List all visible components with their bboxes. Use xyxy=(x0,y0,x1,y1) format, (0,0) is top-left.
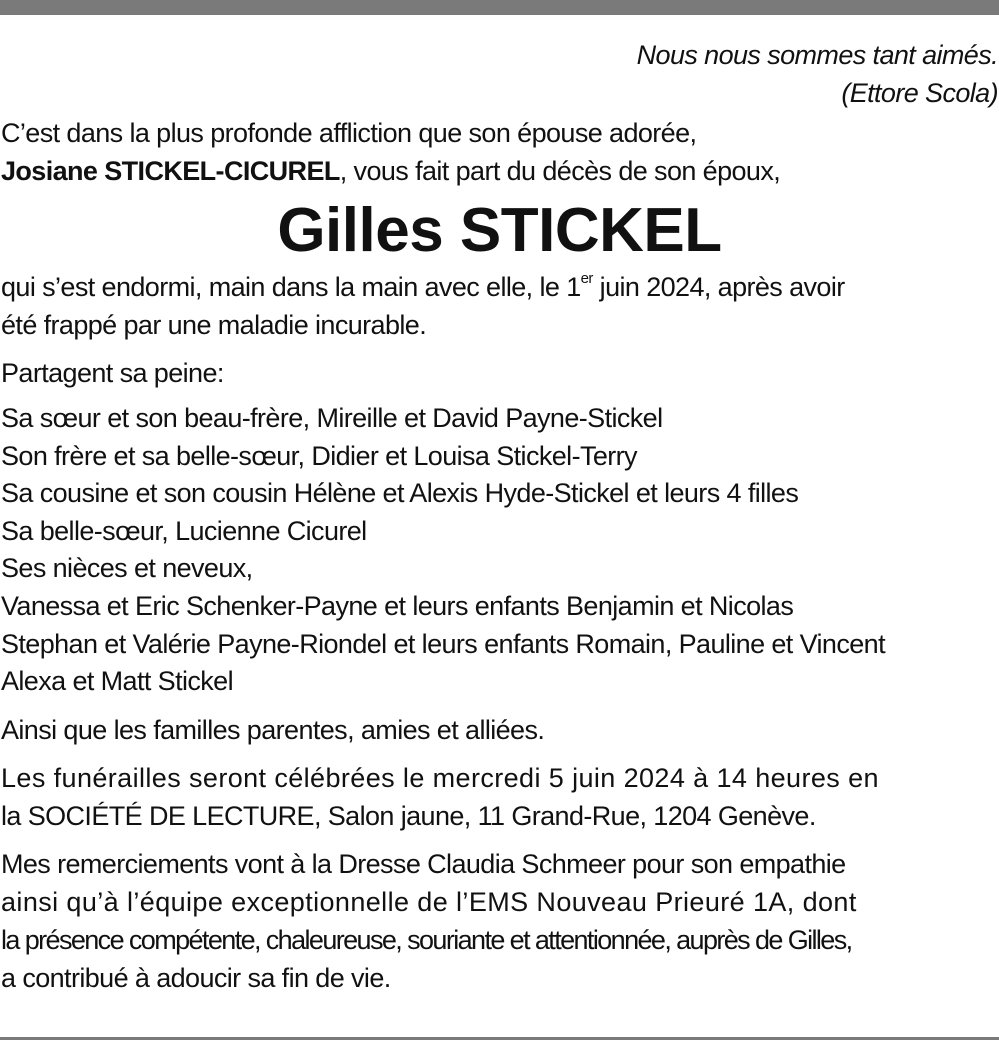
passing-text-b: juin 2024, après avoir xyxy=(592,272,845,302)
thanks-line-2: ainsi qu’à l’équipe exceptionnelle de l’EMS Nouveau Prieuré 1A, dont xyxy=(1,886,857,917)
list-item: Sa cousine et son cousin Hélène et Alexis Hyde-Stickel et leurs 4 filles xyxy=(1,478,799,509)
obituary-notice xyxy=(1,36,998,997)
passing-text-line-2: été frappé par une maladie incurable. xyxy=(1,310,427,340)
spouse-name: Josiane STICKEL-CICUREL xyxy=(1,156,340,186)
funeral-line-1: Les funérailles seront célébrées le mercredi 5 juin 2024 à 14 heures en xyxy=(1,762,879,793)
list-item: Sa sœur et son beau-frère, Mireille et David Payne-Stickel xyxy=(1,403,663,433)
passing-text-a: qui s’est endormi, main dans la main avec elle, le 1 xyxy=(1,272,581,302)
list-item: Ses nièces et neveux, xyxy=(1,553,253,584)
list-item: Vanessa et Eric Schenker-Payne et leurs enfants Benjamin et Nicolas xyxy=(1,590,794,621)
thanks-line-3: la présence compétente, chaleureuse, souriante et attentionnée, auprès de Gilles, xyxy=(1,924,852,955)
epigraph-author: (Ettore Scola) xyxy=(841,78,998,108)
mourners-list xyxy=(1,400,998,701)
intro-line-2: , vous fait part du décès de son époux, xyxy=(339,156,781,186)
funeral-paragraph xyxy=(1,759,998,835)
list-item: Son frère et sa belle-sœur, Didier et Louisa Stickel-Terry xyxy=(1,440,637,471)
intro-paragraph xyxy=(1,114,998,190)
intro-line-1: C’est dans la plus profonde affliction que son épouse adorée, xyxy=(1,118,697,148)
thanks-line-1: Mes remerciements vont à la Dresse Claudia Schmeer pour son empathie xyxy=(1,848,846,879)
epigraph xyxy=(1,36,998,112)
funeral-line-2: la SOCIÉTÉ DE LECTURE, Salon jaune, 11 Grand-Rue, 1204 Genève. xyxy=(1,800,816,831)
list-item: Alexa et Matt Stickel xyxy=(1,666,233,697)
list-item: Sa belle-sœur, Lucienne Cicurel xyxy=(1,515,367,546)
families-line: Ainsi que les familles parentes, amies et alliées. xyxy=(1,714,545,745)
top-border-rule xyxy=(0,0,999,15)
bottom-border-rule xyxy=(0,1037,999,1040)
thanks-paragraph xyxy=(1,845,998,997)
deceased-name: Gilles STICKEL xyxy=(277,196,722,265)
thanks-line-4: a contribué à adoucir sa fin de vie. xyxy=(1,962,391,993)
passing-paragraph xyxy=(1,268,998,344)
ordinal-superscript: er xyxy=(580,270,593,287)
epigraph-quote: Nous nous sommes tant aimés. xyxy=(636,40,998,70)
list-item: Stephan et Valérie Payne-Riondel et leurs enfants Romain, Pauline et Vincent xyxy=(1,628,885,659)
grief-heading: Partagent sa peine: xyxy=(1,358,224,388)
